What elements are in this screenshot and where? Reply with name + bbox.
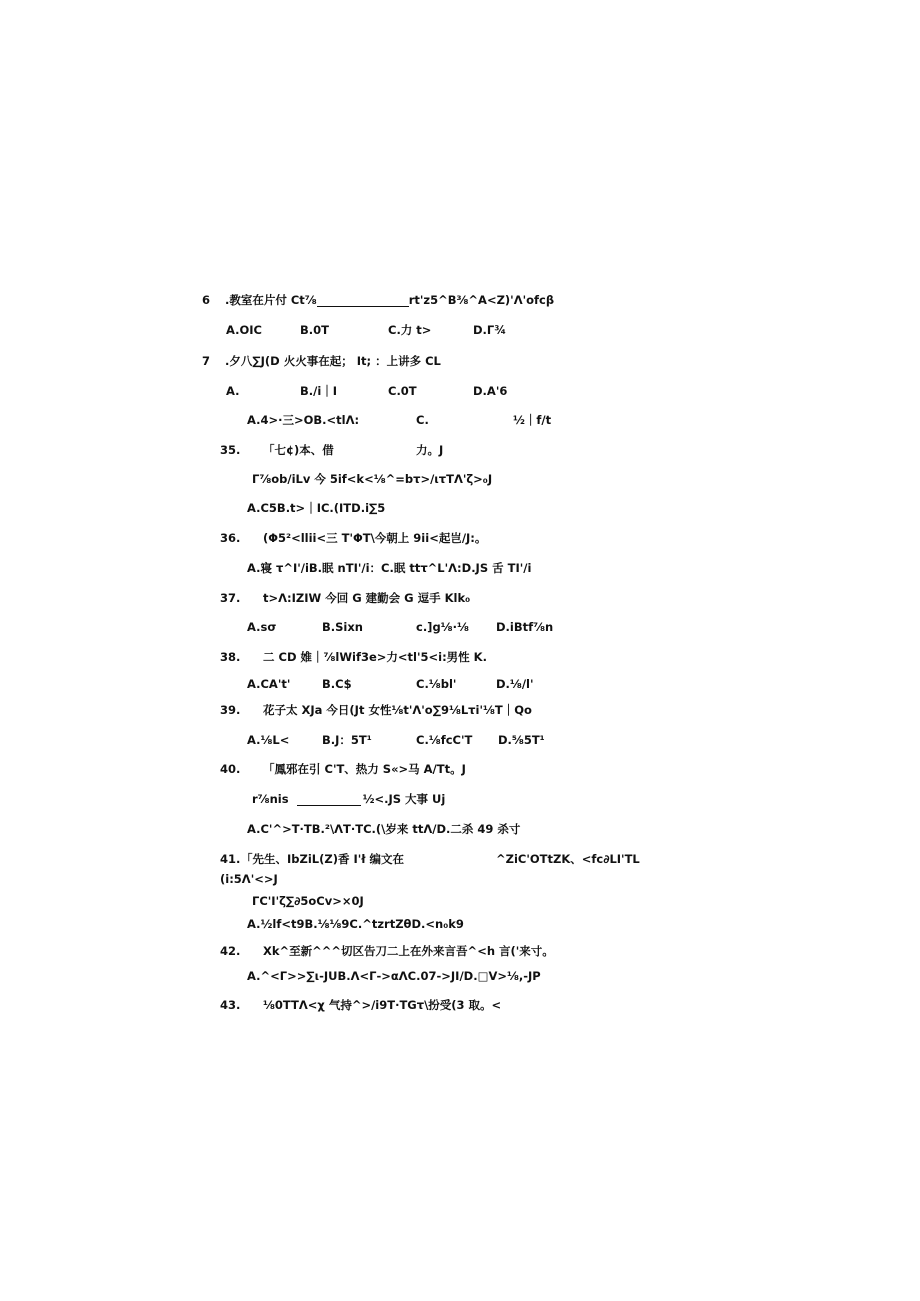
- option-d: ½｜f/t: [513, 413, 552, 427]
- option-b: B.Sixn: [322, 620, 363, 634]
- question-40-line2: [252, 792, 445, 806]
- options-line: A.寝 τ^I'/iB.眠 nTI'/i：C.眠 ttτ^L'Λ:D.JS 舌 TI'/i: [247, 561, 532, 575]
- question-35-text: 「七¢)本、借: [263, 443, 334, 457]
- question-number: 40.: [220, 762, 241, 776]
- question-number: 41.: [220, 852, 241, 866]
- option-c: c.]g⅛·⅛: [416, 620, 469, 634]
- question-41-line3: ΓC'I'ζ∑∂5oCv>×0J: [252, 894, 364, 908]
- question-number: 42.: [220, 944, 241, 958]
- options-line: A.C5B.t>｜IC.(ITD.i∑5: [247, 501, 386, 515]
- options-line: A.½lf<t9B.⅛⅛9C.^tzrtZθD.<n₀k9: [247, 917, 464, 931]
- question-number: 37.: [220, 591, 241, 605]
- question-text-part: r⅞nis: [252, 792, 289, 806]
- question-number: 7: [202, 354, 211, 368]
- question-6-text: [225, 293, 554, 307]
- question-42-text: Xk^至新^^^切区告刀二上在外来言吾^<h 言('来寸。: [263, 944, 554, 958]
- option-a: A.sσ: [247, 620, 277, 634]
- question-35-text-tail: 力。J: [416, 443, 444, 457]
- question-40-text: 「鳳邪在引 C'T、热力 S«>马 A/Tt。J: [263, 762, 466, 776]
- option-d: D.Γ¾: [473, 323, 507, 337]
- option-b: B.C$: [322, 677, 352, 691]
- question-number: 43.: [220, 998, 241, 1012]
- option-a: A.CA't': [247, 677, 291, 691]
- option-b: B.J：5T¹: [322, 733, 372, 747]
- question-text-part: rt'z5^B⅜^A<Z)'Λ'ofcβ: [408, 293, 555, 307]
- question-7-text: .夕八∑J(D 火火事在起； It; ：上讲多 CL: [225, 354, 441, 368]
- options-line: A.^<Γ>>∑ι-JUB.Λ<Γ->αΛC.07->JI/D.□V>⅛,-JP: [247, 969, 541, 983]
- answer-blank: [297, 794, 361, 806]
- option-b: B.0T: [300, 323, 329, 337]
- question-number: 6: [202, 293, 211, 307]
- answer-blank: [317, 295, 409, 307]
- option-a: A.: [226, 384, 240, 398]
- option-b: B./i｜I: [300, 384, 338, 398]
- option-d: D.A'6: [473, 384, 508, 398]
- option-a: A.⅛L<: [247, 733, 290, 747]
- question-38-text: 二 CD 婎｜⅞lWif3e>力<tl'5<i:男性 K.: [263, 650, 487, 664]
- question-number: 35.: [220, 443, 241, 457]
- option-c: C.⅛fcC'T: [416, 733, 473, 747]
- question-41-text: 「先生、IbZiL(Z)香 I'ł 编文在: [241, 852, 405, 866]
- option-a: A.OIC: [226, 323, 262, 337]
- question-number: 36.: [220, 531, 241, 545]
- option-c: C.0T: [388, 384, 417, 398]
- question-number: 39.: [220, 703, 241, 717]
- question-text-part: .教室在片付 Ct⅞: [225, 293, 317, 307]
- option-c: C.力 t>: [388, 323, 432, 337]
- question-43-text: ⅛0TTΛ<χ 气持^>/i9T·TGτ\扮受(3 取。<: [263, 998, 502, 1012]
- question-41-line2: (i:5Λ'<>J: [220, 872, 278, 886]
- options-line: A.C'^>T·TB.²\ΛT·TC.(\岁来 ttΛ/D.二杀 49 杀寸: [247, 822, 521, 836]
- question-36-text: (Φ5²<llii<三 T'ΦT\今朝上 9ii<起岂/J:。: [263, 531, 487, 545]
- option-d: D.iBtf⅞n: [496, 620, 554, 634]
- option-d: D.⅛/l': [496, 677, 534, 691]
- question-41-text-right: ^ZiC'OTtZK、<fc∂LI'TL: [496, 852, 640, 866]
- option-c: C.: [416, 413, 429, 427]
- option-d: D.⅝5T¹: [498, 733, 545, 747]
- option-line: A.4>·三>OB.<tlΛ:: [247, 413, 360, 427]
- question-number: 38.: [220, 650, 241, 664]
- question-37-text: t>Λ:IZIW 今回 G 建勤会 G 逗手 Klk₀: [263, 591, 471, 605]
- question-35-line2: Γ⅞ob/iLv 今 5if<k<⅛^=bτ>/ιτTΛ'ζ>₀J: [252, 472, 493, 486]
- question-text-part: ½<.JS 大事 Uj: [362, 792, 446, 806]
- question-39-text: 花子太 XJa 今日(Jt 女性⅛t'Λ'o∑9⅛Lτi'⅛T｜Qo: [263, 703, 532, 717]
- option-c: C.⅛bl': [416, 677, 457, 691]
